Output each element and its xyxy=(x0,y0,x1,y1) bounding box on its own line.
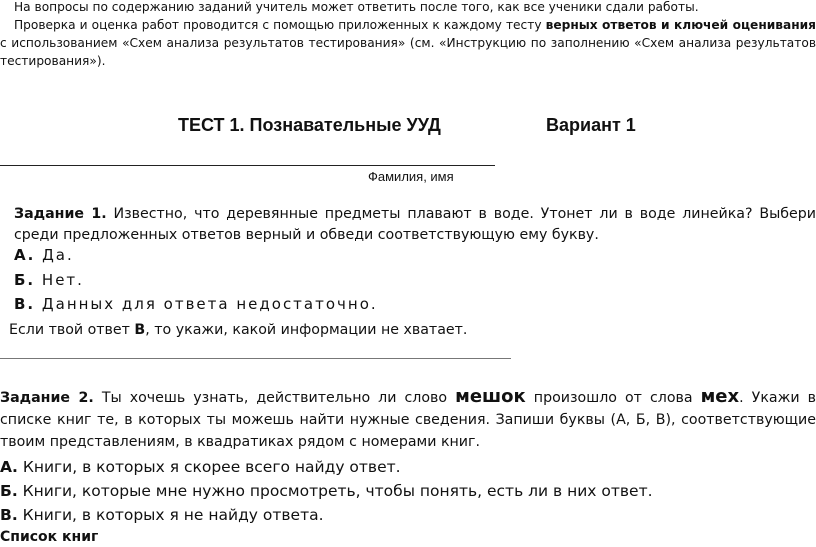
option-text: Нет. xyxy=(35,271,84,289)
intro-line-1-text: На вопросы по содержанию заданий учитель может ответить после того, как все ученики сдали работы. xyxy=(14,0,699,14)
option-letter: А. xyxy=(14,246,36,264)
option-text: Книги, в которых я скорее всего найду ответ. xyxy=(17,458,401,476)
task-1-question xyxy=(14,204,816,246)
option-letter: В. xyxy=(0,506,18,524)
task-1-option-c[interactable] xyxy=(14,295,378,313)
name-underline[interactable] xyxy=(0,165,495,166)
intro-text-end: с использованием «Схем анализа результатов тестирования» (см. «Инструкцию по заполнению «Схем анализа результатов тестирования»). xyxy=(0,36,816,68)
note-text-start: Если твой ответ xyxy=(9,322,135,338)
task-2-option-a xyxy=(0,458,401,476)
task-2-option-c xyxy=(0,506,324,524)
option-text: Книги, которые мне нужно просмотреть, чтобы понять, есть ли в них ответ. xyxy=(17,482,653,500)
intro-text-start: Проверка и оценка работ проводится с помощью приложенных к каждому тесту xyxy=(14,18,546,32)
variant-label: Вариант 1 xyxy=(546,115,636,135)
intro-bold-phrase: верных ответов и ключей оценивания xyxy=(545,18,816,32)
option-letter: Б. xyxy=(14,271,36,289)
task-2-text-b: произошло от слова xyxy=(525,390,701,406)
option-letter: А. xyxy=(0,458,18,476)
book-list-title: Список книг xyxy=(0,529,99,545)
option-letter: В. xyxy=(14,295,36,313)
task-1-option-b[interactable] xyxy=(14,271,84,289)
task-2-word-1: мешок xyxy=(455,386,526,407)
task-1-label: Задание 1. xyxy=(14,206,107,222)
name-caption: Фамилия, имя xyxy=(368,169,454,184)
option-letter: Б. xyxy=(0,482,18,500)
task-2-question xyxy=(0,386,816,453)
task-1-option-a[interactable] xyxy=(14,246,74,264)
task-1-note xyxy=(9,320,467,341)
note-bold-letter: В xyxy=(134,322,146,338)
task-1-text: Известно, что деревянные предметы плавают в воде. Утонет ли в воде линейка? Выбери среди предложенных ответов верный и обведи соответствующую ему букву. xyxy=(14,206,816,243)
task-2-text-c: . Укажи в списке книг те, в которых ты можешь найти нужные сведения. Запиши буквы (А, Б, В), соответствующие твоим представлениям, в квадратиках рядом с номерами книг. xyxy=(0,390,816,450)
task-1-answer-line[interactable] xyxy=(0,358,511,359)
task-2-label: Задание 2. xyxy=(0,390,94,406)
option-text: Данных для ответа недостаточно. xyxy=(35,295,378,313)
task-2-word-2: мех xyxy=(700,386,740,407)
intro-line-1 xyxy=(14,0,699,16)
test-title: ТЕСТ 1. Познавательные УУД xyxy=(178,115,441,135)
intro-paragraph-2 xyxy=(0,16,816,70)
task-2-option-b xyxy=(0,482,653,500)
note-text-end: , то укажи, какой информации не хватает. xyxy=(145,322,468,338)
task-2-text-a: Ты хочешь узнать, действительно ли слово xyxy=(93,390,456,406)
option-text: Книги, в которых я не найду ответа. xyxy=(17,506,324,524)
option-text: Да. xyxy=(35,246,74,264)
